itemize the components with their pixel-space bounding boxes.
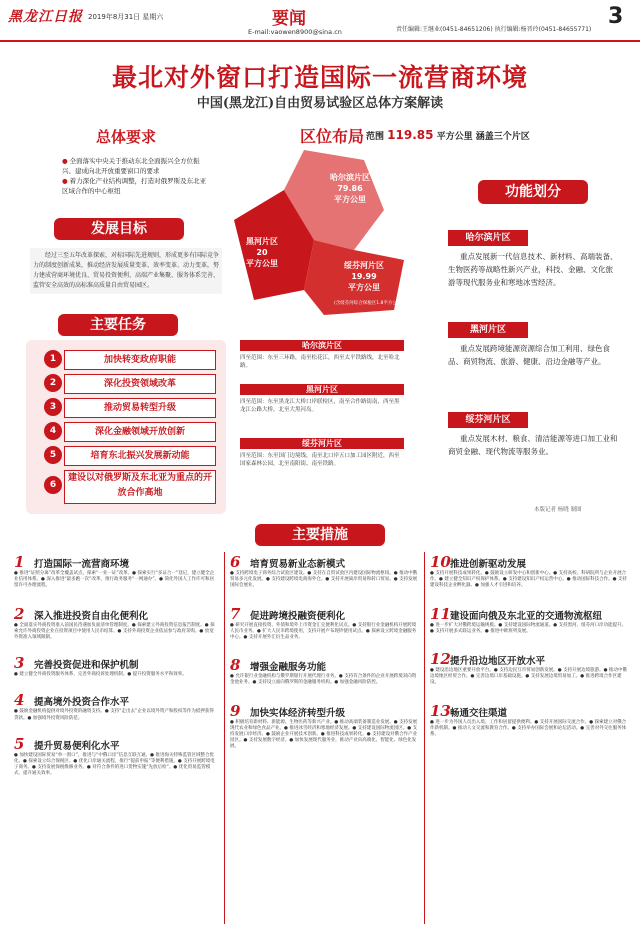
task-number: 6: [44, 476, 62, 494]
section-name: 要闻: [272, 9, 306, 29]
measure-block: 12提升沿边地区开放水平 ● 建设沿边地区重要开放平台。● 支持边民互市贸易创新发展。● 支持开展边境旅游。● 推动中俄边境地区经贸合作。● 完善边境口岸基础设施。● 支持发展边境贸易加工。● 推进跨境合作区建设。: [430, 650, 627, 686]
measures-heading-wrap: [0, 524, 640, 546]
measure-block: 10推进创新驱动发展 ● 支持开展科技成果转化。● 鼓励设立研发中心和创新中心。● 支持高校、科研院所与企业开展合作。● 建立健全知识产权保护体系。● 支持建设知识产权运营中心。● 推动国际科技合作。● 支持建设科技企业孵化器。● 加强人才引进和培养。: [430, 553, 627, 589]
column-divider: [224, 552, 225, 924]
contact-email: E-mail:vaowen8900@sina.cn: [248, 28, 342, 36]
measure-block: 13畅通交往渠道 ● 进一步为外国人员出入境、工作和居留提供便利。● 支持开展国际交流合作。● 探索建立对俄合作新机制。● 推动人文交流和教育合作。● 支持举办国际会展和论坛活动。● 完善对外交往服务体系。: [430, 701, 627, 738]
measure-block: 5 提升贸易便利化水平 ● 加快建设国际贸易“单一窗口”，推进与“中俄口岸”信息互联互通。● 推进海关特殊监管区域整合优化。● 探索设立综合保税区。● 优化口岸通关流程，推行“提前申报”等便利措施。● 支持开展跨境电子商务。● 支持发展保税维修业务。● 对符合条件的进口货物实施“先放后检”。● 优化贸易监管模式，提升通关效率。: [14, 734, 215, 777]
zone-name: 黑河片区: [240, 384, 404, 395]
newspaper-logo: 黑龙江日报: [8, 9, 83, 25]
task-item: 建设以对俄罗斯及东北亚为重点的开放合作高地: [64, 470, 216, 504]
task-number: 1: [44, 350, 62, 368]
map-label-harbin: 哈尔滨片区 79.86 平方公里: [330, 173, 370, 204]
measure-block: 2 深入推进投资自由化便利化 ● 全面落实外商投资准入前国民待遇加负面清单管理制度。● 探索建立外商投资信息报告制度。● 探索允许外商投资企业在投资项目中使用人民币结算。● 支持外商投资企业依法参与政府采购。● 放宽外资准入领域限制。: [14, 604, 215, 641]
measure-block: 6 培育贸易新业态新模式 ● 支持跨境电子商务综合试验区建设。● 支持在自贸试验区内建设国际物流枢纽。● 推动中俄贸易多元化发展。● 支持建设跨境电商海外仓。● 支持开展离岸贸易和转口贸易。● 支持发展国际会展业。: [230, 553, 418, 589]
zone-desc: 四至范围：东至黑龙江大桥口岸联检区，南至合作路街南，西至黑龙江公路大桥，北至大黑河岛。: [240, 399, 400, 413]
task-item: 深化金融领域开放创新: [64, 422, 216, 442]
function-zone-name: 哈尔滨片区: [448, 230, 528, 246]
page-number: 3: [608, 4, 624, 29]
task-number: 4: [44, 422, 62, 440]
measure-block: 1 打造国际一流营商环境 ● 推进“证照分离”改革全覆盖试点，探索“一业一证”改革。● 探索实行“多证合一”登记，建立健全企业信用体系。● 深入推进“最多跑一次”改革，推行政务服务“一网通办”。● 简化外国人工作许可和居留许可办理流程。: [14, 553, 215, 589]
task-number: 5: [44, 446, 62, 464]
overall-item: ● 全面落实中央关于推动东北全面振兴全方位振兴、建成向北开放重要窗口的要求: [62, 156, 212, 176]
area-value: 119.85: [387, 128, 434, 142]
zone-desc: 四至范围：东至三环路，南至松花江，西至太平铁路线，北至哈北路。: [240, 355, 400, 369]
measure-block: 3 完善投资促进和保护机制 ● 建立健全外商投资服务体系，完善外商投诉处理机制。● 提升投资服务水平和效率。: [14, 654, 187, 678]
measure-block: 8 增强金融服务功能 ● 允许银行业金融机构与俄罗斯银行开展代理行业务。● 支持符合条件的企业开展跨境双向资金池业务。● 支持设立面向俄罗斯的金融服务机构。● 加强金融风险防控。: [230, 656, 417, 686]
function-zone-text: 重点发展木材、粮食、清洁能源等进口加工业和商贸金融、现代物流等服务业。: [448, 434, 618, 456]
goals-heading: 发展目标: [54, 218, 184, 240]
area-label: 范围: [366, 132, 385, 142]
function-zone-name: 绥芬河片区: [448, 412, 528, 428]
map-label-heihe: 黑河片区 20 平方公里: [246, 237, 278, 268]
task-item: 推动贸易转型升级: [64, 398, 216, 418]
overall-item: ● 着力深化产业结构调整，打造对俄罗斯及东北亚区域合作的中心枢纽: [62, 176, 212, 196]
map-note: (含绥芬河综合保税区1.8平方公里): [334, 301, 404, 306]
editors-line: 责任编辑:王继业(0451-84651206) 执行编辑:杨晋玲(0451-84655771): [396, 26, 592, 33]
task-item: 深化投资领域改革: [64, 374, 216, 394]
measure-block: 9 加快实体经济转型升级 ● 积极培育新材料、新能源、生物医药等新兴产业。● 推动高端装备制造业发展。● 支持发展现代农业和绿色食品产业。● 推进冰雪经济和寒地经济发展。● 支持建设国际物流园区。● 支持发展口岸经济。● 鼓励企业开展技术创新。● 推进科技成果转化。● 支持建设对俄合作产业园区。● 支持发展数字经济。● 加快发展现代服务业，推动产业向高端化、智能化、绿色化发展。: [230, 701, 418, 750]
overall-heading: 总体要求: [96, 128, 157, 146]
measures-column-1: [14, 552, 218, 928]
measure-block: 4 提高境外投资合作水平 ● 鼓励金融机构提供对境外投资的融资支持。● 支持“走出去”企业以境外资产和股权等作为抵押获得贷款。● 加强境外投资风险防范。: [14, 691, 214, 721]
task-item: 培育东北振兴发展新动能: [64, 446, 216, 466]
function-zone-name: 黑河片区: [448, 322, 528, 338]
function-zone-text: 重点发展跨境能源资源综合加工利用、绿色食品、商贸物流、旅游、健康、沿边金融等产业。: [448, 344, 610, 366]
column-divider: [424, 552, 425, 924]
measure-block: 11建设面向俄及东北亚的交通物流枢纽 ● 进一步扩大对俄跨境运输规模。● 支持建设国际物流通道。● 支持黑河、绥芬河口岸功能提升。● 支持开展多式联运业务。● 推进中欧班列发展。: [430, 604, 627, 634]
page-title: 最北对外窗口打造国际一流营商环境: [111, 63, 528, 92]
issue-date: 2019年8月31日 星期六: [88, 13, 164, 21]
tasks-heading: 主要任务: [58, 314, 178, 336]
photo-credit: 本版记者 杨晓 制图: [534, 507, 582, 513]
task-number: 3: [44, 398, 62, 416]
zone-map: [234, 150, 414, 320]
task-item: 加快转变政府职能: [64, 350, 216, 370]
area-summary: [366, 128, 530, 142]
measures-column-3: [430, 552, 628, 928]
zone-desc: 四至范围：东至国门边境线，南至北口岸五口加工园区附近，西至国家森林公园，北至南阳街、南至铁路。: [240, 453, 400, 467]
map-label-suifenhe: 绥芬河片区 19.99 平方公里: [344, 261, 384, 292]
overall-list: [62, 156, 212, 196]
task-number: 2: [44, 374, 62, 392]
function-heading: 功能划分: [478, 180, 588, 204]
zone-name: 绥芬河片区: [240, 438, 404, 449]
measures-heading: 主要措施: [255, 524, 385, 546]
layout-heading: 区位布局: [300, 127, 365, 146]
page-subtitle: 中国(黑龙江)自由贸易试验区总体方案解读: [196, 96, 444, 111]
zone-name: 哈尔滨片区: [240, 340, 404, 351]
area-unit: 平方公里 涵盖三个片区: [436, 132, 530, 142]
measures-column-2: [230, 552, 420, 928]
measure-block: 7 促进跨境投融资便利化 ● 研究开展直接投资、外债和境外上市资金汇兑便利化试点。● 支持银行业金融机构开展跨境人民币业务。● 扩大人民币跨境使用，支持开展卢布现钞使用试点。● 探索设立跨境金融服务中心。● 支持开展外汇衍生品业务。: [230, 604, 417, 641]
function-zone-text: 重点发展新一代信息技术、新材料、高端装备、生物医药等战略性新兴产业，科技、金融、文化旅游等现代服务业和寒地冰雪经济。: [448, 252, 618, 287]
goals-text: 经过三至五年改革探索，对标国际先进规则，形成更多有国际竞争力的制度创新成果，推动经济发展质量变革、效率变革、动力变革，努力建成营商环境优良、贸易投资便利、高端产业集聚、服务体系完善、监管安全高效的高标准高质量自由贸易园区。: [30, 248, 222, 294]
